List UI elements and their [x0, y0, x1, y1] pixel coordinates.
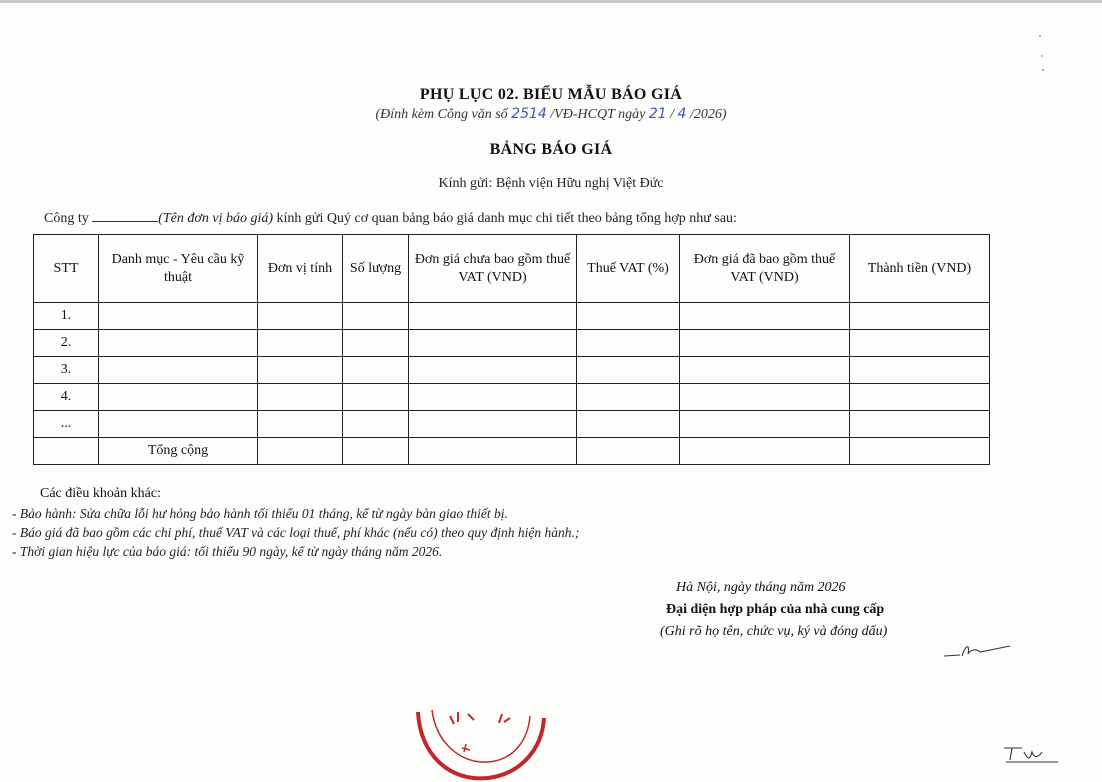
cell-unit[interactable] [258, 411, 343, 438]
table-row [34, 357, 990, 384]
company-name-blank [92, 210, 158, 222]
scan-top-edge [0, 0, 1102, 3]
table-row [34, 384, 990, 411]
table-header-row [34, 235, 990, 303]
cell-unit[interactable] [258, 303, 343, 330]
cell-item[interactable] [99, 303, 258, 330]
terms-heading: Các điều khoản khác: [40, 486, 161, 501]
handwritten-month: 4 [677, 106, 687, 122]
total-price-excl-vat-cell[interactable] [409, 438, 577, 465]
cell-price-excl-vat[interactable] [409, 357, 577, 384]
subtitle-mid: /VĐ-HCQT ngày [550, 107, 646, 122]
cell-quantity[interactable] [343, 303, 409, 330]
cell-item[interactable] [99, 384, 258, 411]
total-label: Tổng cộng [99, 438, 258, 465]
header-amount: Thành tiền (VND) [850, 235, 990, 303]
cell-quantity[interactable] [343, 357, 409, 384]
table-row [34, 303, 990, 330]
cell-item[interactable] [99, 330, 258, 357]
term-price-includes: - Báo giá đã bao gồm các chi phí, thuế VAT và các loại thuế, phí khác (nếu có) theo quy định hiện hành.; [12, 525, 580, 540]
total-unit-cell[interactable] [258, 438, 343, 465]
header-item: Danh mục - Yêu cầu kỹ thuật [99, 235, 258, 303]
cell-amount[interactable] [850, 330, 990, 357]
cell-price-incl-vat[interactable] [680, 330, 850, 357]
header-price-excl-vat: Đơn giá chưa bao gồm thuế VAT (VND) [409, 235, 577, 303]
handwritten-day: 21 [648, 106, 667, 122]
cell-unit[interactable] [258, 330, 343, 357]
cell-amount[interactable] [850, 303, 990, 330]
cell-price-excl-vat[interactable] [409, 411, 577, 438]
document-title: PHỤ LỤC 02. BIỂU MẪU BÁO GIÁ [419, 86, 683, 103]
intro-rest: kính gửi Quý cơ quan bảng báo giá danh mục chi tiết theo bảng tổng hợp như sau: [273, 211, 737, 226]
subtitle-suffix: /2026) [689, 107, 727, 122]
total-vat-cell[interactable] [577, 438, 680, 465]
total-quantity-cell[interactable] [343, 438, 409, 465]
intro-line [44, 210, 737, 227]
cell-price-excl-vat[interactable] [409, 303, 577, 330]
place-date: Hà Nội, ngày tháng năm 2026 [676, 580, 846, 595]
cell-vat[interactable] [577, 384, 680, 411]
cell-quantity[interactable] [343, 411, 409, 438]
row-stt: 4. [34, 384, 99, 411]
header-quantity: Số lượng [343, 235, 409, 303]
cell-quantity[interactable] [343, 384, 409, 411]
intro-placeholder: (Tên đơn vị báo giá) [158, 211, 274, 226]
quote-heading: BẢNG BÁO GIÁ [489, 141, 613, 158]
row-stt: 1. [34, 303, 99, 330]
header-vat: Thuế VAT (%) [577, 235, 680, 303]
term-validity: - Thời gian hiệu lực của báo giá: tối thiểu 90 ngày, kể từ ngày tháng năm 2026. [12, 544, 443, 559]
cell-vat[interactable] [577, 357, 680, 384]
cell-price-excl-vat[interactable] [409, 384, 577, 411]
total-amount-cell[interactable] [850, 438, 990, 465]
cell-quantity[interactable] [343, 330, 409, 357]
cell-unit[interactable] [258, 357, 343, 384]
initial-mark [940, 640, 1020, 662]
subtitle-prefix: (Đính kèm Công văn số [375, 107, 508, 122]
representative-title: Đại diện hợp pháp của nhà cung cấp [666, 602, 885, 617]
cell-price-incl-vat[interactable] [680, 384, 850, 411]
recipient-line: Kính gửi: Bệnh viện Hữu nghị Việt Đức [438, 176, 664, 191]
cell-item[interactable] [99, 357, 258, 384]
document-subtitle [0, 106, 1102, 123]
total-price-incl-vat-cell[interactable] [680, 438, 850, 465]
row-stt: ... [34, 411, 99, 438]
cell-price-incl-vat[interactable] [680, 303, 850, 330]
intro-company: Công ty [44, 211, 89, 226]
signature-note: (Ghi rõ họ tên, chức vụ, ký và đóng dấu) [660, 624, 888, 639]
total-stt-cell [34, 438, 99, 465]
cell-unit[interactable] [258, 384, 343, 411]
header-price-incl-vat: Đơn giá đã bao gồm thuế VAT (VND) [680, 235, 850, 303]
cell-amount[interactable] [850, 411, 990, 438]
cell-item[interactable] [99, 411, 258, 438]
scan-specks [1036, 30, 1048, 78]
red-stamp-icon [410, 700, 550, 782]
row-stt: 3. [34, 357, 99, 384]
bottom-signature-mark [1000, 742, 1064, 764]
handwritten-doc-number: 2514 [511, 106, 547, 122]
table-row [34, 330, 990, 357]
table-row [34, 411, 990, 438]
cell-price-excl-vat[interactable] [409, 330, 577, 357]
row-stt: 2. [34, 330, 99, 357]
subtitle-sep: / [670, 107, 675, 122]
cell-amount[interactable] [850, 384, 990, 411]
header-stt: STT [34, 235, 99, 303]
cell-amount[interactable] [850, 357, 990, 384]
cell-vat[interactable] [577, 303, 680, 330]
cell-vat[interactable] [577, 411, 680, 438]
header-unit: Đơn vị tính [258, 235, 343, 303]
cell-price-incl-vat[interactable] [680, 357, 850, 384]
total-row [34, 438, 990, 465]
cell-vat[interactable] [577, 330, 680, 357]
cell-price-incl-vat[interactable] [680, 411, 850, 438]
term-warranty: - Bảo hành: Sửa chữa lỗi hư hỏng bảo hành tối thiểu 01 tháng, kể từ ngày bàn giao thiết bị. [12, 506, 508, 521]
quote-table [33, 234, 990, 465]
